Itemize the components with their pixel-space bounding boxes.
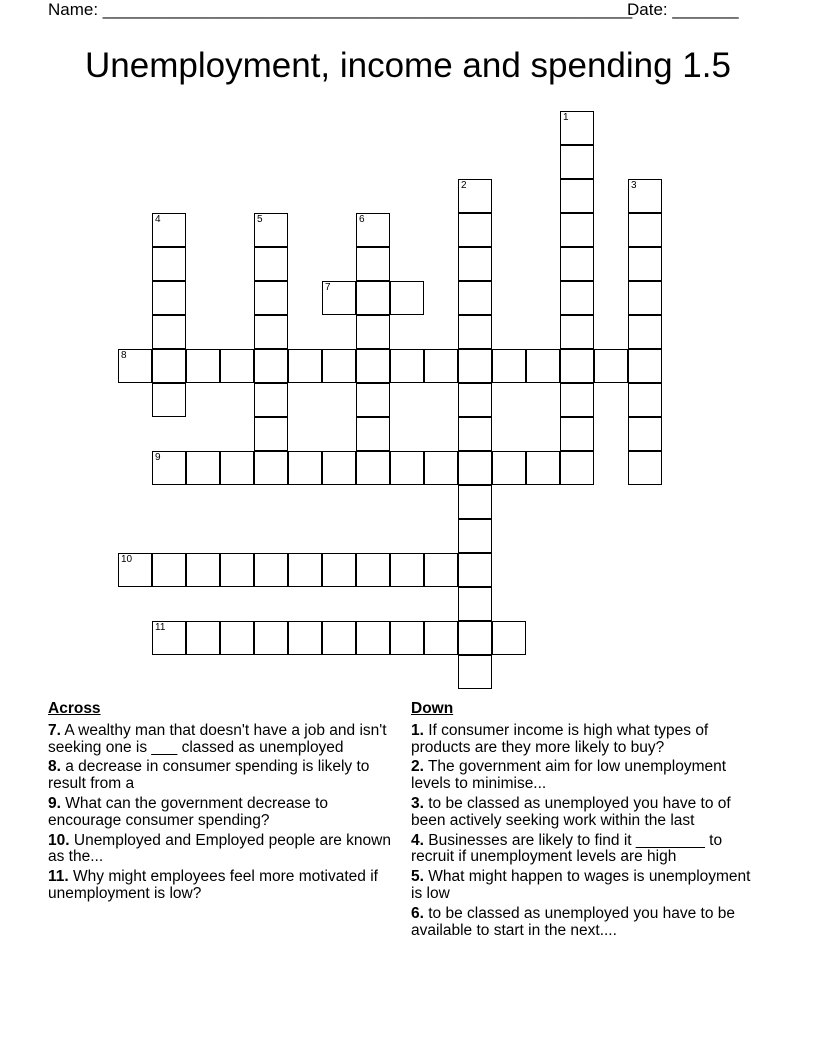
crossword-cell[interactable] bbox=[152, 451, 186, 485]
crossword-cell[interactable] bbox=[356, 349, 390, 383]
clue-text: a decrease in consumer spending is likely to result from a bbox=[48, 758, 370, 793]
crossword-cell[interactable] bbox=[288, 621, 322, 655]
crossword-cell[interactable] bbox=[628, 417, 662, 451]
clue-number: 6. bbox=[411, 904, 424, 922]
crossword-cell[interactable] bbox=[390, 451, 424, 485]
crossword-cell[interactable] bbox=[322, 621, 356, 655]
cell-number: 5 bbox=[257, 214, 263, 225]
crossword-cell[interactable] bbox=[288, 451, 322, 485]
crossword-cell[interactable] bbox=[424, 451, 458, 485]
crossword-cell[interactable] bbox=[628, 451, 662, 485]
crossword-cell[interactable] bbox=[628, 247, 662, 281]
clue-text: The government aim for low unemployment levels to minimise... bbox=[411, 758, 727, 793]
crossword-cell[interactable] bbox=[492, 621, 526, 655]
crossword-cell[interactable] bbox=[526, 349, 560, 383]
crossword-cell[interactable] bbox=[152, 383, 186, 417]
down-heading: Down bbox=[411, 700, 454, 717]
crossword-cell[interactable] bbox=[152, 553, 186, 587]
cell-number: 6 bbox=[359, 214, 365, 225]
clue-text: What can the government decrease to encourage consumer spending? bbox=[48, 794, 329, 829]
crossword-cell[interactable] bbox=[458, 281, 492, 315]
crossword-cell[interactable] bbox=[628, 383, 662, 417]
clue-number: 10. bbox=[48, 831, 70, 849]
clue-number: 7. bbox=[48, 721, 61, 739]
down-clue-3 bbox=[411, 796, 756, 830]
clue-number: 2. bbox=[411, 758, 424, 776]
down-clues bbox=[411, 701, 756, 942]
across-clue-7 bbox=[48, 723, 393, 757]
cell-number: 9 bbox=[155, 452, 161, 463]
crossword-cell[interactable] bbox=[356, 383, 390, 417]
across-heading: Across bbox=[48, 700, 101, 717]
cell-number: 11 bbox=[155, 622, 166, 633]
across-clue-8 bbox=[48, 759, 393, 793]
crossword-cell[interactable] bbox=[254, 213, 288, 247]
crossword-cell[interactable] bbox=[458, 417, 492, 451]
crossword-cell[interactable] bbox=[220, 553, 254, 587]
clue-number: 8. bbox=[48, 758, 61, 776]
crossword-cell[interactable] bbox=[458, 485, 492, 519]
cell-number: 8 bbox=[121, 350, 127, 361]
crossword-cell[interactable] bbox=[560, 213, 594, 247]
crossword-cell[interactable] bbox=[560, 451, 594, 485]
crossword-cell[interactable] bbox=[254, 281, 288, 315]
down-clue-5 bbox=[411, 869, 756, 903]
crossword-cell[interactable] bbox=[356, 621, 390, 655]
crossword-cell[interactable] bbox=[628, 213, 662, 247]
crossword-cell[interactable] bbox=[458, 451, 492, 485]
crossword-cell[interactable] bbox=[322, 553, 356, 587]
cell-number: 10 bbox=[121, 554, 133, 565]
clue-text: to be classed as unemployed you have to of been actively seeking work within the last bbox=[411, 794, 731, 829]
name-field: Name: ________________________________________________________ bbox=[48, 0, 633, 19]
crossword-cell[interactable] bbox=[220, 621, 254, 655]
crossword-cell[interactable] bbox=[254, 553, 288, 587]
across-clue-11 bbox=[48, 869, 393, 903]
clue-text: A wealthy man that doesn't have a job and isn't seeking one is ___ classed as unemployed bbox=[48, 721, 387, 756]
crossword-cell[interactable] bbox=[458, 519, 492, 553]
crossword-cell[interactable] bbox=[356, 315, 390, 349]
crossword-cell[interactable] bbox=[186, 349, 220, 383]
crossword-cell[interactable] bbox=[254, 417, 288, 451]
crossword-cell[interactable] bbox=[560, 349, 594, 383]
crossword-cell[interactable] bbox=[118, 553, 152, 587]
crossword-cell[interactable] bbox=[152, 621, 186, 655]
crossword-cell[interactable] bbox=[390, 553, 424, 587]
crossword-cell[interactable] bbox=[458, 213, 492, 247]
crossword-cell[interactable] bbox=[322, 451, 356, 485]
crossword-cell[interactable] bbox=[220, 451, 254, 485]
crossword-cell[interactable] bbox=[458, 383, 492, 417]
crossword-cell[interactable] bbox=[458, 179, 492, 213]
crossword-cell[interactable] bbox=[560, 383, 594, 417]
crossword-cell[interactable] bbox=[254, 451, 288, 485]
crossword-cell[interactable] bbox=[288, 553, 322, 587]
crossword-cell[interactable] bbox=[390, 281, 424, 315]
crossword-cell[interactable] bbox=[492, 451, 526, 485]
crossword-cell[interactable] bbox=[628, 281, 662, 315]
crossword-cell[interactable] bbox=[560, 145, 594, 179]
down-clue-6 bbox=[411, 906, 756, 940]
crossword-cell[interactable] bbox=[254, 315, 288, 349]
clue-text: What might happen to wages is unemployment is low bbox=[411, 868, 751, 902]
crossword-cell[interactable] bbox=[628, 349, 662, 383]
crossword-cell[interactable] bbox=[322, 281, 356, 315]
crossword-cell[interactable] bbox=[186, 621, 220, 655]
crossword-cell[interactable] bbox=[560, 281, 594, 315]
clue-text: to be classed as unemployed you have to be available to start in the next.... bbox=[411, 904, 736, 939]
clue-text: Why might employees feel more motivated if unemployment is low? bbox=[48, 868, 378, 902]
clue-text: If consumer income is high what types of products are they more likely to buy? bbox=[411, 721, 709, 756]
crossword-cell[interactable] bbox=[560, 247, 594, 281]
crossword-cell[interactable] bbox=[356, 281, 390, 315]
crossword-cell[interactable] bbox=[254, 247, 288, 281]
crossword-cell[interactable] bbox=[458, 655, 492, 689]
across-clue-10 bbox=[48, 833, 393, 867]
across-clues bbox=[48, 701, 393, 906]
crossword-cell[interactable] bbox=[186, 451, 220, 485]
crossword-cell[interactable] bbox=[492, 349, 526, 383]
crossword-cell[interactable] bbox=[254, 621, 288, 655]
page-title: Unemployment, income and spending 1.5 bbox=[85, 46, 731, 85]
cell-number: 3 bbox=[631, 180, 637, 191]
crossword-cell[interactable] bbox=[628, 315, 662, 349]
crossword-cell[interactable] bbox=[356, 417, 390, 451]
crossword-cell[interactable] bbox=[152, 213, 186, 247]
down-clue-2 bbox=[411, 759, 756, 793]
crossword-cell[interactable] bbox=[356, 213, 390, 247]
date-field: Date: _______ bbox=[627, 0, 739, 19]
down-clue-1 bbox=[411, 723, 756, 757]
crossword-cell[interactable] bbox=[118, 349, 152, 383]
across-clue-9 bbox=[48, 796, 393, 830]
crossword-cell[interactable] bbox=[526, 451, 560, 485]
clue-number: 9. bbox=[48, 794, 61, 812]
cell-number: 7 bbox=[325, 282, 331, 293]
crossword-cell[interactable] bbox=[424, 553, 458, 587]
crossword-cell[interactable] bbox=[560, 417, 594, 451]
crossword-cell[interactable] bbox=[458, 247, 492, 281]
crossword-cell[interactable] bbox=[186, 553, 220, 587]
crossword-cell[interactable] bbox=[424, 349, 458, 383]
cell-number: 2 bbox=[461, 180, 467, 191]
crossword-cell[interactable] bbox=[424, 621, 458, 655]
clue-number: 1. bbox=[411, 721, 424, 739]
crossword-cell[interactable] bbox=[356, 451, 390, 485]
crossword-cell[interactable] bbox=[560, 315, 594, 349]
crossword-cell[interactable] bbox=[356, 247, 390, 281]
crossword-cell[interactable] bbox=[458, 553, 492, 587]
clue-text: Businesses are likely to find it ________ to recruit if unemployment levels are high bbox=[411, 831, 723, 866]
crossword-cell[interactable] bbox=[390, 349, 424, 383]
crossword-cell[interactable] bbox=[322, 349, 356, 383]
crossword-cell[interactable] bbox=[458, 349, 492, 383]
down-clue-4 bbox=[411, 833, 756, 867]
clue-number: 5. bbox=[411, 868, 424, 886]
crossword-cell[interactable] bbox=[152, 281, 186, 315]
crossword-cell[interactable] bbox=[560, 111, 594, 145]
crossword-cell[interactable] bbox=[390, 621, 424, 655]
crossword-cell[interactable] bbox=[152, 247, 186, 281]
crossword-cell[interactable] bbox=[458, 315, 492, 349]
clue-number: 4. bbox=[411, 831, 424, 849]
crossword-cell[interactable] bbox=[458, 621, 492, 655]
crossword-cell[interactable] bbox=[628, 179, 662, 213]
crossword-cell[interactable] bbox=[254, 349, 288, 383]
crossword-cell[interactable] bbox=[254, 383, 288, 417]
crossword-cell[interactable] bbox=[152, 349, 186, 383]
crossword-cell[interactable] bbox=[288, 349, 322, 383]
crossword-cell[interactable] bbox=[594, 349, 628, 383]
crossword-cell[interactable] bbox=[356, 553, 390, 587]
cell-number: 4 bbox=[155, 214, 161, 225]
crossword-cell[interactable] bbox=[560, 179, 594, 213]
crossword-cell[interactable] bbox=[220, 349, 254, 383]
clue-number: 11. bbox=[48, 868, 69, 886]
crossword-cell[interactable] bbox=[152, 315, 186, 349]
cell-number: 1 bbox=[563, 112, 569, 123]
clue-number: 3. bbox=[411, 794, 424, 812]
clue-text: Unemployed and Employed people are known as the... bbox=[48, 831, 391, 866]
crossword-cell[interactable] bbox=[458, 587, 492, 621]
